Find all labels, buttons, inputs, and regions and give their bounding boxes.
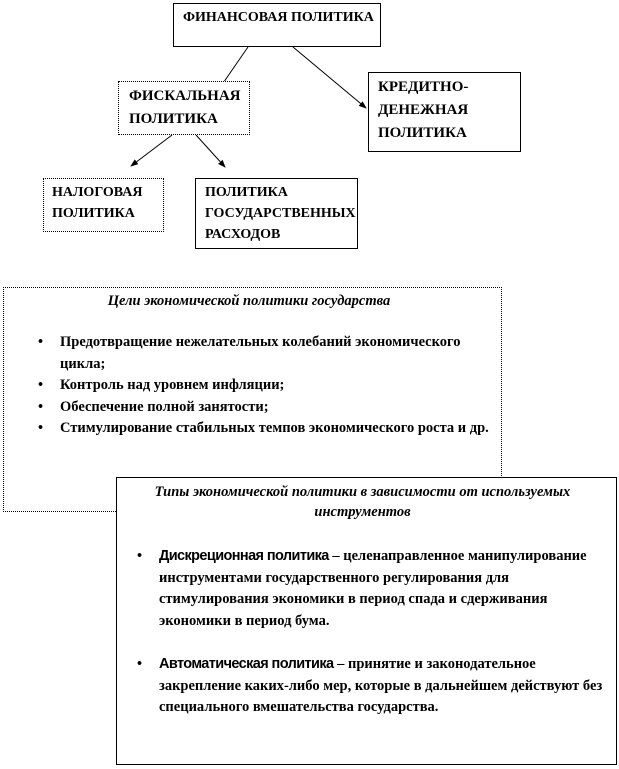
list-item bbox=[103, 654, 608, 719]
arrow-fiscal-to-tax bbox=[131, 135, 172, 166]
list-item: • Контроль над уровнем инфляции; bbox=[4, 375, 495, 397]
list-item bbox=[103, 546, 608, 632]
label-line: ГОСУДАРСТВЕННЫХ bbox=[205, 206, 356, 221]
label-line: ФИСКАЛЬНАЯ bbox=[129, 88, 241, 104]
label-line: КРЕДИТНО- bbox=[378, 79, 469, 95]
goals-title: Цели экономической политики государства bbox=[107, 293, 391, 309]
label-line: РАСХОДОВ bbox=[205, 227, 281, 242]
box-financial-policy bbox=[173, 3, 381, 47]
description: – целенаправленное манипулирование инструментами государственного регулирования для стимулирования экономики в период спада и сдерживания экономики в период бума. bbox=[159, 548, 587, 629]
label-line: ПОЛИТИКА bbox=[52, 206, 135, 221]
label-line: ДЕНЕЖНАЯ bbox=[378, 102, 469, 118]
label-line: ПОЛИТИКА bbox=[378, 125, 467, 141]
arrow-fiscal-to-spending bbox=[196, 135, 225, 167]
box-fiscal-policy bbox=[118, 81, 250, 135]
types-box bbox=[116, 477, 617, 765]
term: Дискреционная политика bbox=[159, 548, 329, 564]
list-item: • Обеспечение полной занятости; bbox=[4, 397, 495, 419]
label-line: НАЛОГОВАЯ bbox=[52, 185, 143, 200]
term: Автоматическая политика bbox=[159, 656, 334, 672]
arrow-root-to-monetary bbox=[293, 47, 366, 108]
list-item: • Предотвращение нежелательных колебаний экономического цикла; bbox=[4, 332, 495, 375]
goals-list bbox=[4, 332, 495, 440]
label: ФИНАНСОВАЯ ПОЛИТИКА bbox=[183, 10, 374, 25]
label-line: ПОЛИТИКА bbox=[129, 111, 218, 127]
box-tax-policy bbox=[43, 178, 164, 232]
box-monetary-policy bbox=[368, 72, 521, 152]
box-spending-policy bbox=[195, 178, 358, 249]
label-line: ПОЛИТИКА bbox=[205, 185, 288, 200]
types-title: Типы экономической политики в зависимости от используемых инструментов bbox=[154, 484, 571, 520]
types-list bbox=[103, 546, 608, 719]
description: – принятие и законодательное закрепление каких-либо мер, которые в дальнейшем действуют без специального вмешательства государства. bbox=[159, 656, 603, 715]
list-item: • Стимулирование стабильных темпов экономического роста и др. bbox=[4, 418, 495, 440]
